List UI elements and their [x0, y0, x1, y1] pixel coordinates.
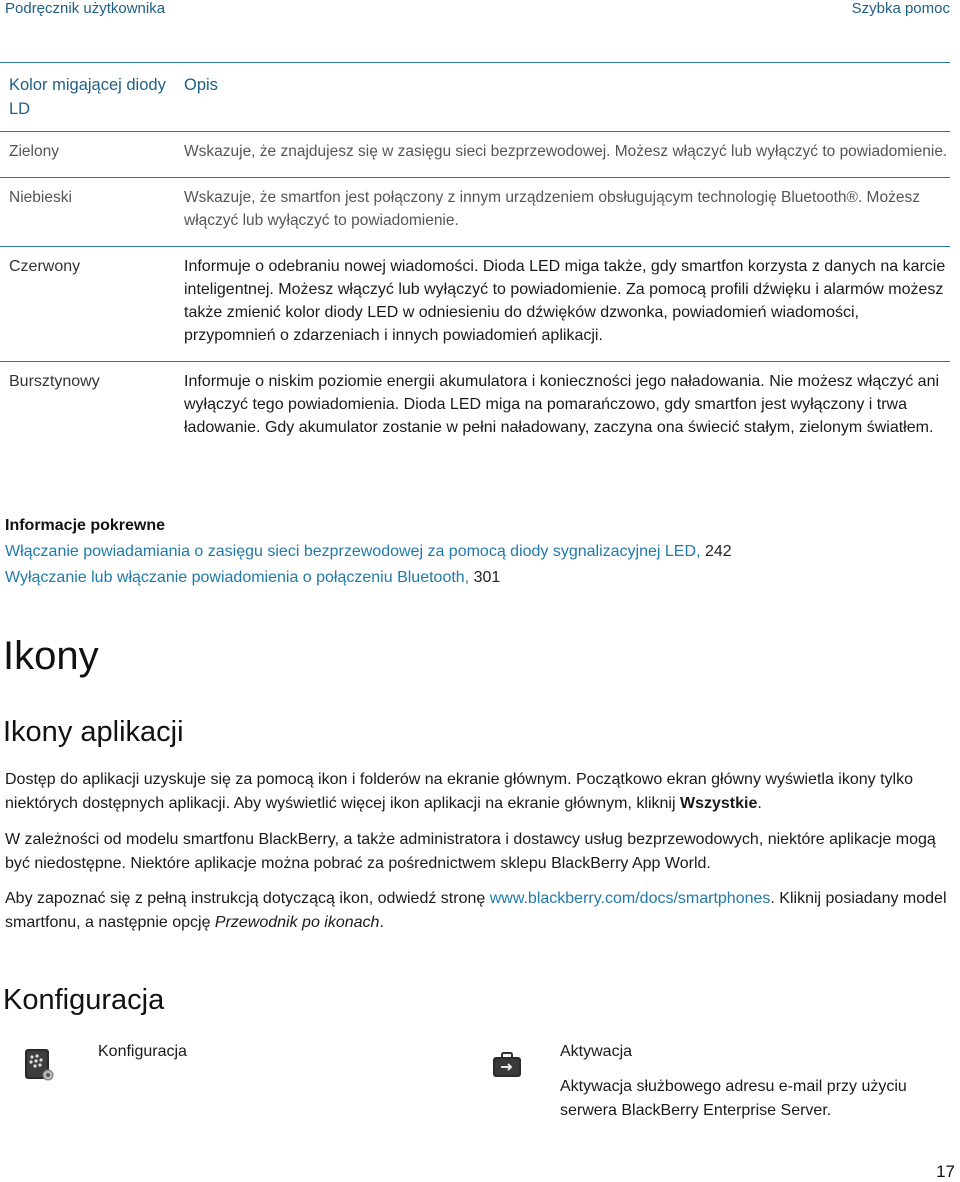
related-link-row — [5, 565, 955, 591]
paragraph-text: Dostęp do aplikacji uzyskuje się za pomocą ikon i folderów na ekranie głównym. Początkowo ekran główny wyświetla ikony tylko niektórych dostępnych aplikacji. Aby wyświetlić więcej ikon aplikacji na ekranie głównym, kliknij — [5, 771, 913, 812]
page-number: 17 — [936, 1162, 955, 1181]
related-link-page: 242 — [704, 543, 732, 560]
briefcase-icon — [492, 1052, 522, 1086]
paragraph-text: . Kliknij posiadany model smartfonu, a następnie opcję — [5, 890, 947, 931]
led-color-name: Czerwony — [0, 247, 177, 362]
led-color-name: Niebieski — [0, 178, 177, 247]
app-description-activation: Aktywacja służbowego adresu e-mail przy użyciu serwera BlackBerry Enterprise Server. — [560, 1078, 907, 1119]
paragraph-app-access — [5, 768, 950, 816]
related-link-row — [5, 539, 955, 565]
blackberry-settings-icon — [24, 1048, 54, 1082]
paragraph-text: Aby zapoznać się z pełną instrukcją dotyczącą ikon, odwiedź stronę — [5, 890, 490, 907]
paragraph-text: . — [379, 914, 384, 931]
icon-guide-name: Przewodnik po ikonach — [214, 914, 380, 931]
led-color-description: Informuje o odebraniu nowej wiadomości. Dioda LED miga także, gdy smartfon korzysta z danych na karcie inteligentnej. Możesz włączyć lub wyłączyć to powiadomienie. Za pomocą profili dźwięku i alarmów możesz także zmienić kolor diody LED w odniesieniu do dźwięków dzwonka, powiadomień wiadomości, przypomnień o zdarzeniach i innych powiadomień aplikacji. — [177, 247, 950, 362]
all-label: Wszystkie — [679, 795, 758, 812]
related-link-bluetooth[interactable]: Wyłączanie lub włączanie powiadomienia o połączeniu Bluetooth, — [5, 569, 470, 586]
led-color-description: Wskazuje, że znajdujesz się w zasięgu sieci bezprzewodowej. Możesz włączyć lub wyłączyć to powiadomienie. — [177, 132, 950, 178]
app-name-configuration: Konfiguracja — [98, 1043, 187, 1060]
related-link-page: 301 — [473, 569, 501, 586]
app-name-activation: Aktywacja — [560, 1043, 633, 1060]
blackberry-docs-link[interactable]: www.blackberry.com/docs/smartphones — [489, 890, 771, 907]
paragraph-icon-guide — [5, 887, 950, 935]
led-color-description: Informuje o niskim poziomie energii akumulatora i konieczności jego naładowania. Nie możesz włączyć ani wyłączyć tego powiadomienia. Dioda LED miga na pomarańczowo, gdy smartfon jest wyłączony i trwa ładowanie. Gdy akumulator zostanie w pełni naładowany, zaczyna ona świecić stałym, zielonym światłem. — [177, 362, 950, 454]
table-row — [0, 247, 950, 362]
led-color-table — [0, 62, 950, 453]
subsection-title-app-icons: Ikony aplikacji — [3, 716, 184, 748]
related-title: Informacje pokrewne — [5, 517, 166, 534]
led-color-name: Zielony — [0, 132, 177, 178]
table-row — [0, 178, 950, 247]
table-header-description: Opis — [177, 63, 950, 132]
led-color-name: Bursztynowy — [0, 362, 177, 454]
header-section-title: Szybka pomoc — [851, 0, 950, 17]
table-header-color: Kolor migającej diody LD — [0, 63, 177, 132]
header-manual-title: Podręcznik użytkownika — [5, 0, 166, 17]
paragraph-text: . — [757, 795, 762, 812]
paragraph-availability: W zależności od modelu smartfonu BlackBerry, a także administratora i dostawcy usług bezprzewodowych, niektóre aplikacje mogą być niedostępne. Niektóre aplikacje można pobrać za pośrednictwem sklepu BlackBerry App World. — [5, 831, 936, 872]
page-header — [0, 0, 960, 24]
table-row — [0, 132, 950, 178]
section-title-configuration: Konfiguracja — [3, 984, 165, 1016]
related-link-wifi-led[interactable]: Włączanie powiadamiania o zasięgu sieci bezprzewodowej za pomocą diody sygnalizacyjnej LED, — [5, 543, 701, 560]
table-row — [0, 362, 950, 454]
section-title-icons: Ikony — [3, 634, 99, 678]
led-color-description: Wskazuje, że smartfon jest połączony z innym urządzeniem obsługującym technologię Bluetooth®. Możesz włączyć lub wyłączyć to powiadomienie. — [177, 178, 950, 247]
related-information — [5, 513, 955, 591]
